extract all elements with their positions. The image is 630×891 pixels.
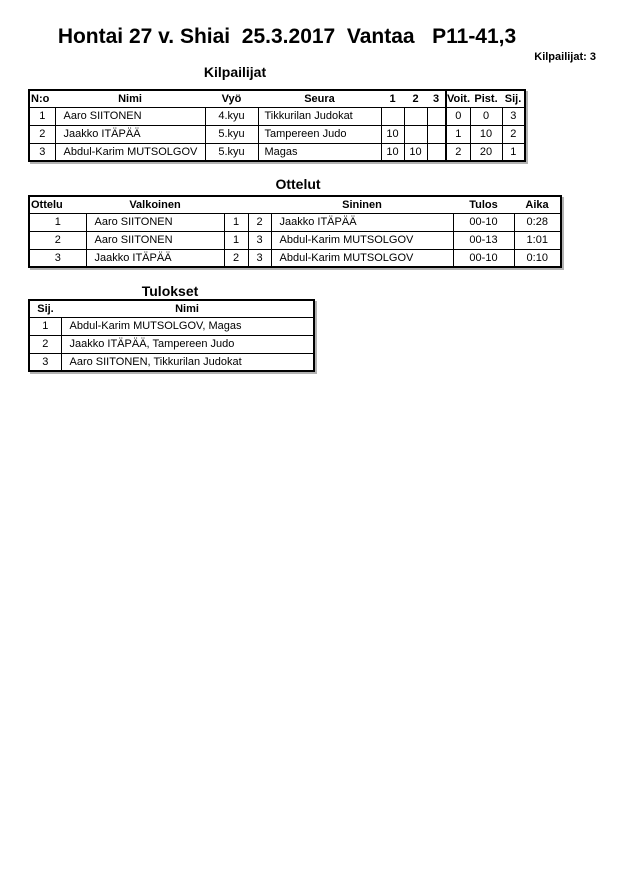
kilpailijat-header-row [29, 90, 525, 107]
column-header-round3: 3 [427, 90, 446, 107]
competitor-belt: 5.kyu [205, 125, 258, 143]
match-number: 3 [29, 249, 86, 267]
place-value: 2 [502, 125, 525, 143]
round1-points: 10 [381, 125, 404, 143]
white-competitor-number: 1 [224, 231, 248, 249]
match-time: 1:01 [514, 231, 561, 249]
result-name: Jaakko ITÄPÄÄ, Tampereen Judo [61, 335, 314, 353]
white-competitor-name: Aaro SIITONEN [86, 213, 224, 231]
wins-value: 1 [446, 125, 470, 143]
place-value: 1 [502, 143, 525, 161]
result-place: 1 [29, 317, 61, 335]
column-header-no: N:o [29, 90, 55, 107]
tulokset-heading: Tulokset [141, 283, 199, 299]
page-title: Hontai 27 v. Shiai 25.3.2017 Vantaa P11-41,3 [57, 25, 517, 48]
column-header-club: Seura [258, 90, 381, 107]
result-name: Abdul-Karim MUTSOLGOV, Magas [61, 317, 314, 335]
blue-competitor-number: 3 [248, 249, 271, 267]
column-header-blue: Sininen [271, 196, 453, 213]
match-row [29, 213, 561, 231]
round2-points [404, 107, 427, 125]
round3-points [427, 143, 446, 161]
competitor-name: Aaro SIITONEN [55, 107, 205, 125]
ottelut-heading: Ottelut [275, 176, 321, 192]
column-header-belt: Vyö [205, 90, 258, 107]
column-header-wins: Voit. [446, 90, 470, 107]
competitor-number: 2 [29, 125, 55, 143]
match-score: 00-10 [453, 213, 514, 231]
column-header-round1: 1 [381, 90, 404, 107]
round2-points [404, 125, 427, 143]
competitor-club: Magas [258, 143, 381, 161]
match-time: 0:28 [514, 213, 561, 231]
column-header-white-no [224, 196, 248, 213]
tulokset-header-row [29, 300, 314, 317]
column-header-points: Pist. [470, 90, 502, 107]
points-value: 0 [470, 107, 502, 125]
competitor-belt: 4.kyu [205, 107, 258, 125]
kilpailijat-table [28, 89, 526, 162]
match-time: 0:10 [514, 249, 561, 267]
result-row [29, 317, 314, 335]
competitor-name: Abdul-Karim MUTSOLGOV [55, 143, 205, 161]
result-row [29, 335, 314, 353]
result-name: Aaro SIITONEN, Tikkurilan Judokat [61, 353, 314, 371]
column-header-place: Sij. [29, 300, 61, 317]
result-place: 3 [29, 353, 61, 371]
white-competitor-name: Jaakko ITÄPÄÄ [86, 249, 224, 267]
round3-points [427, 125, 446, 143]
match-score: 00-13 [453, 231, 514, 249]
round2-points: 10 [404, 143, 427, 161]
blue-competitor-name: Abdul-Karim MUTSOLGOV [271, 231, 453, 249]
result-row [29, 353, 314, 371]
points-value: 20 [470, 143, 502, 161]
competitors-count: Kilpailijat: 3 [534, 51, 596, 63]
competitor-row [29, 143, 525, 161]
competitor-name: Jaakko ITÄPÄÄ [55, 125, 205, 143]
column-header-score: Tulos [453, 196, 514, 213]
competitor-row [29, 107, 525, 125]
column-header-place: Sij. [502, 90, 525, 107]
competitor-row [29, 125, 525, 143]
competitor-club: Tampereen Judo [258, 125, 381, 143]
wins-value: 2 [446, 143, 470, 161]
white-competitor-number: 1 [224, 213, 248, 231]
match-score: 00-10 [453, 249, 514, 267]
round1-points: 10 [381, 143, 404, 161]
ottelut-header-row [29, 196, 561, 213]
blue-competitor-number: 3 [248, 231, 271, 249]
competitor-number: 3 [29, 143, 55, 161]
white-competitor-number: 2 [224, 249, 248, 267]
column-header-match: Ottelu [29, 196, 86, 213]
column-header-white: Valkoinen [86, 196, 224, 213]
kilpailijat-heading: Kilpailijat [203, 64, 267, 80]
column-header-round2: 2 [404, 90, 427, 107]
result-place: 2 [29, 335, 61, 353]
ottelut-table [28, 195, 562, 268]
column-header-name: Nimi [61, 300, 314, 317]
blue-competitor-name: Abdul-Karim MUTSOLGOV [271, 249, 453, 267]
column-header-blue-no [248, 196, 271, 213]
points-value: 10 [470, 125, 502, 143]
tulokset-table [28, 299, 315, 372]
match-number: 2 [29, 231, 86, 249]
match-row [29, 249, 561, 267]
competitor-number: 1 [29, 107, 55, 125]
blue-competitor-number: 2 [248, 213, 271, 231]
match-row [29, 231, 561, 249]
competitor-club: Tikkurilan Judokat [258, 107, 381, 125]
blue-competitor-name: Jaakko ITÄPÄÄ [271, 213, 453, 231]
competitor-belt: 5.kyu [205, 143, 258, 161]
column-header-time: Aika [514, 196, 561, 213]
column-header-name: Nimi [55, 90, 205, 107]
wins-value: 0 [446, 107, 470, 125]
match-number: 1 [29, 213, 86, 231]
white-competitor-name: Aaro SIITONEN [86, 231, 224, 249]
round3-points [427, 107, 446, 125]
place-value: 3 [502, 107, 525, 125]
round1-points [381, 107, 404, 125]
